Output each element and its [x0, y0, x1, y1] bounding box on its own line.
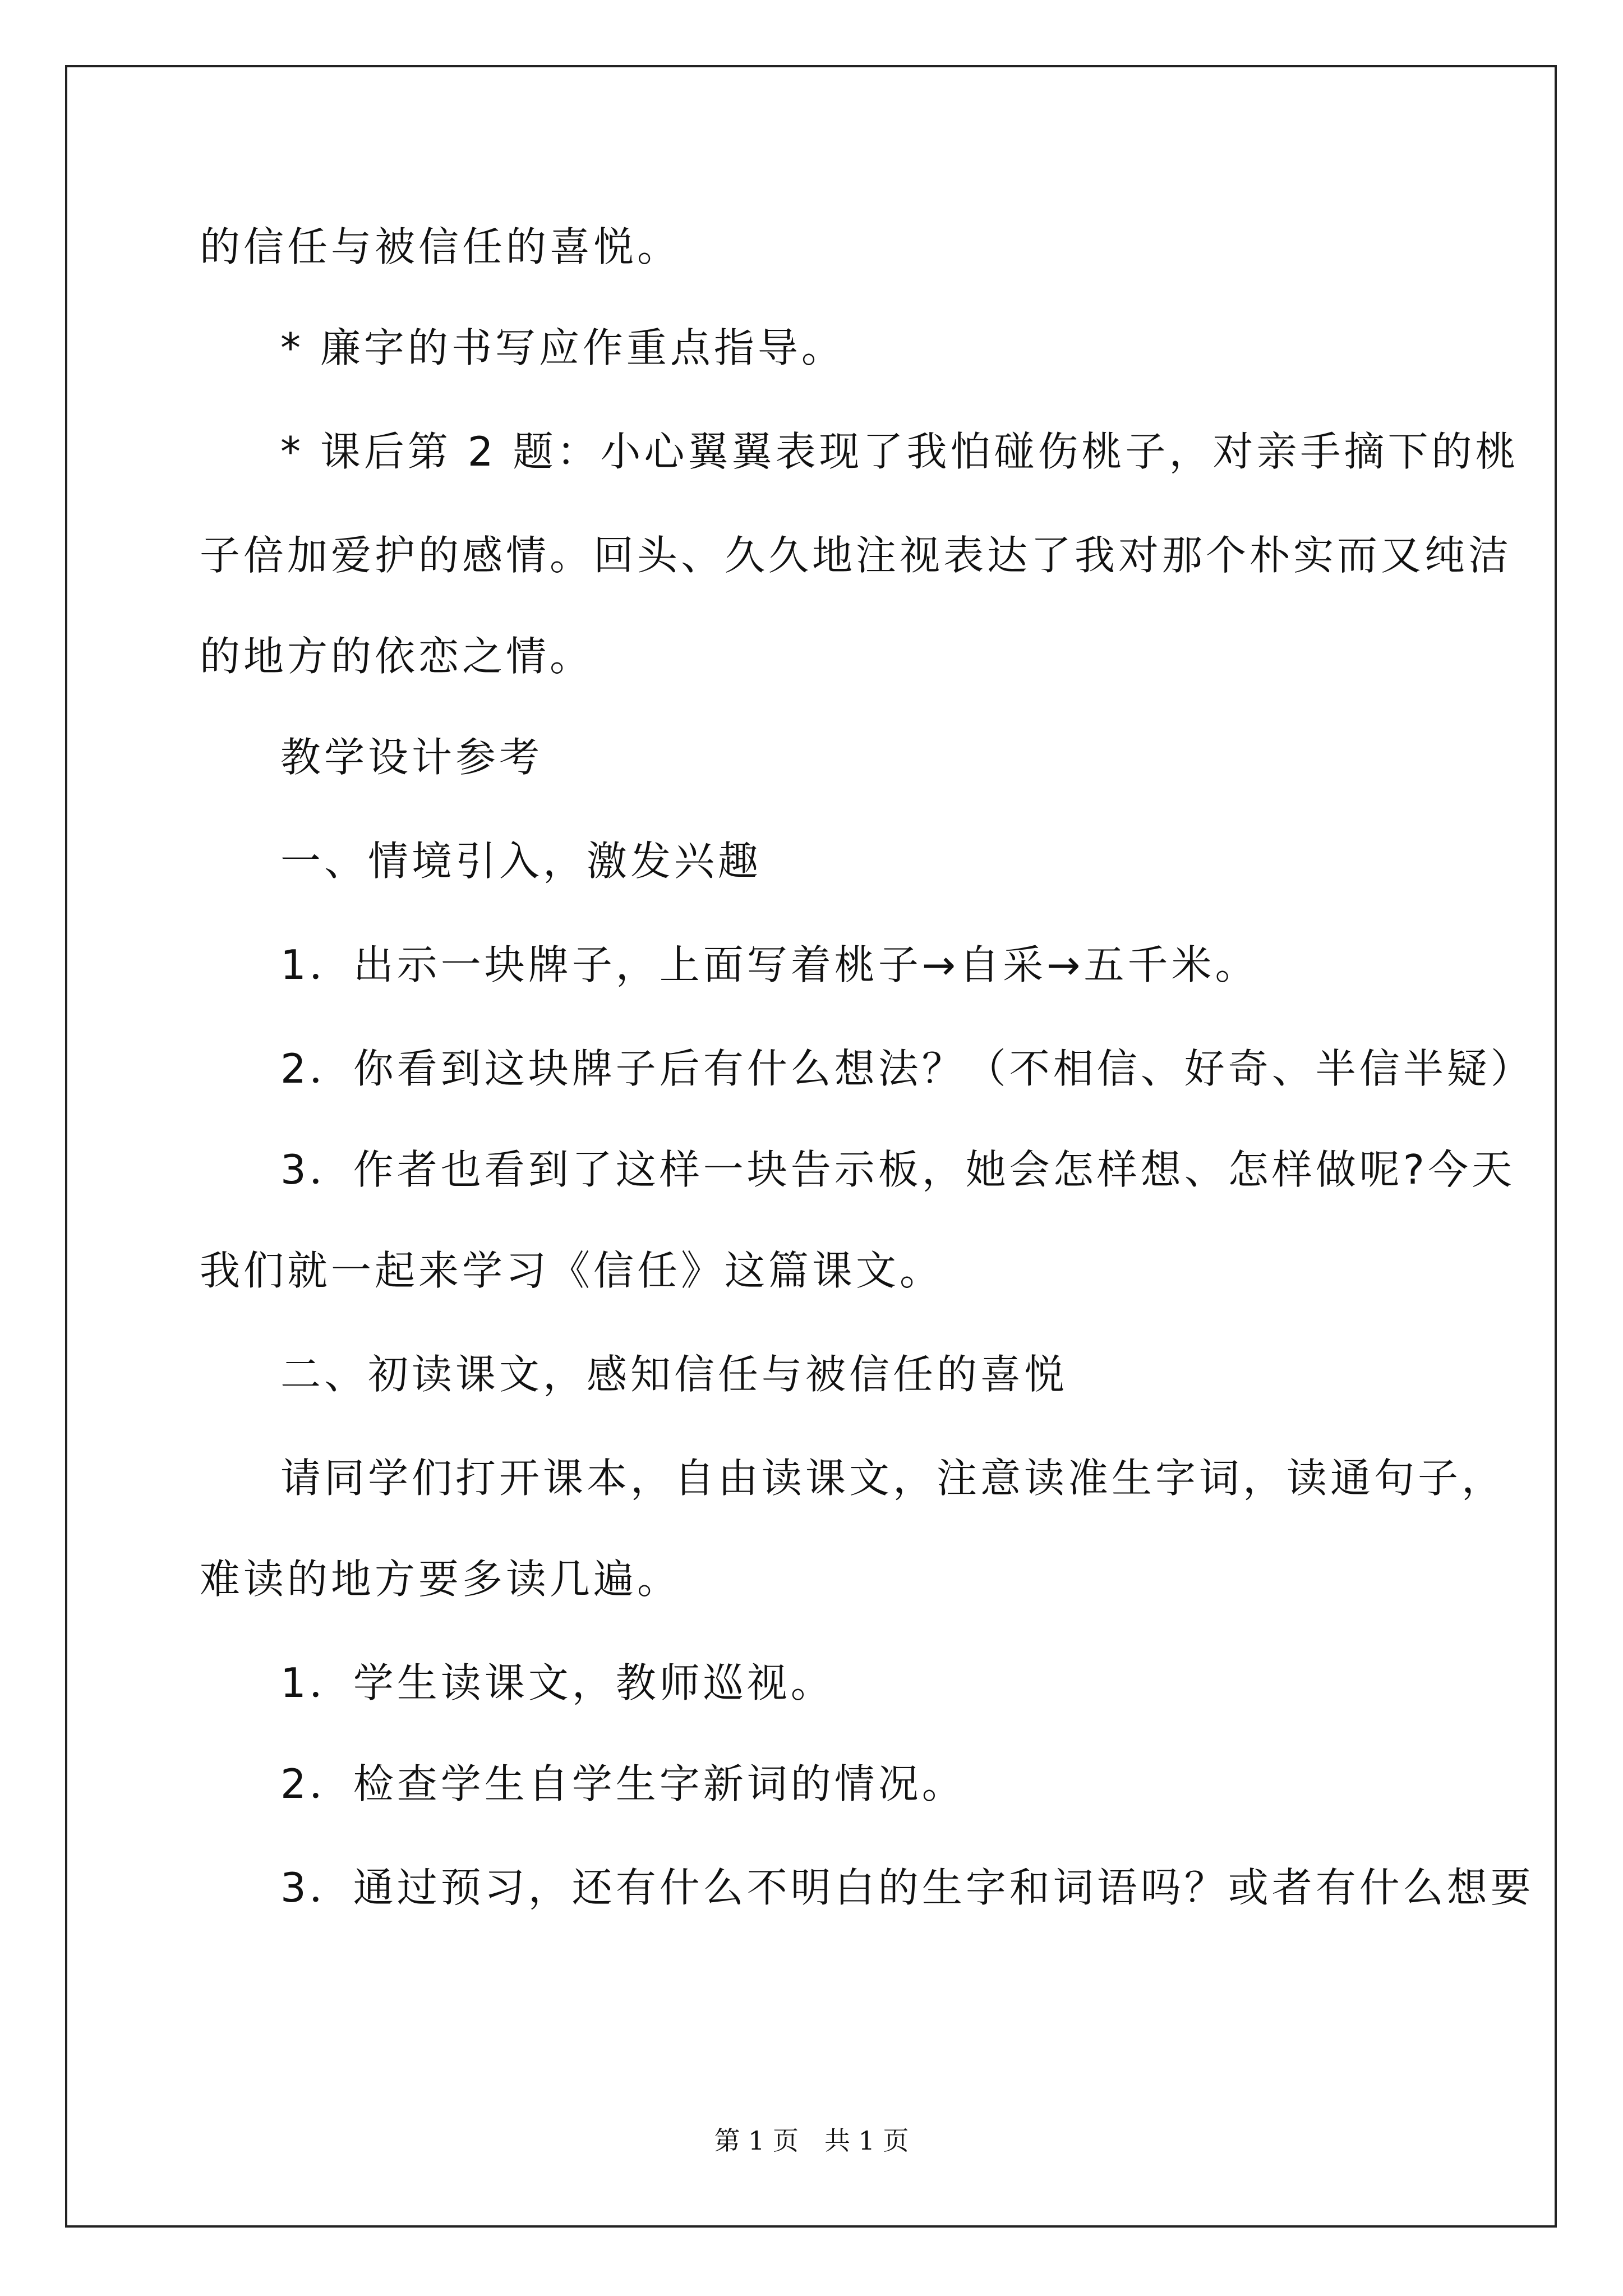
section-heading: 一、情境引入，激发兴趣 — [280, 838, 762, 885]
text-line: 请同学们打开课本，自由读课文，注意读准生字词，读通句子， — [280, 1455, 1506, 1502]
text-line: 的地方的依恋之情。 — [200, 633, 594, 680]
text-line: 2．你看到这块牌子后有什么想法？（不相信、好奇、半信半疑） — [280, 1045, 1534, 1092]
section-heading: 教学设计参考 — [280, 734, 543, 781]
text-line: * 廉字的书写应作重点指导。 — [280, 324, 845, 371]
text-line: 1．出示一块牌子，上面写着桃子→自采→五千米。 — [280, 941, 1259, 988]
text-line: 难读的地方要多读几遍。 — [200, 1556, 681, 1603]
text-line: 的信任与被信任的喜悦。 — [200, 223, 681, 270]
page-total: 共 1 页 — [824, 2125, 909, 2156]
text-line: 3．作者也看到了这样一块告示板，她会怎样想、怎样做呢?今天 — [280, 1146, 1516, 1193]
text-line: * 课后第 2 题：小心翼翼表现了我怕碰伤桃子，对亲手摘下的桃 — [280, 428, 1519, 475]
page-footer — [0, 2124, 1623, 2157]
page-number: 第 1 页 — [714, 2125, 799, 2156]
text-line: 我们就一起来学习《信任》这篇课文。 — [200, 1247, 944, 1294]
section-heading: 二、初读课文，感知信任与被信任的喜悦 — [280, 1351, 1068, 1398]
text-line: 1．学生读课文，教师巡视。 — [280, 1659, 834, 1706]
text-line: 3．通过预习，还有什么不明白的生字和词语吗？或者有什么想要 — [280, 1864, 1534, 1911]
text-line: 子倍加爱护的感情。回头、久久地注视表达了我对那个朴实而又纯洁 — [200, 532, 1513, 579]
text-line: 2．检查学生自学生字新词的情况。 — [280, 1760, 966, 1807]
